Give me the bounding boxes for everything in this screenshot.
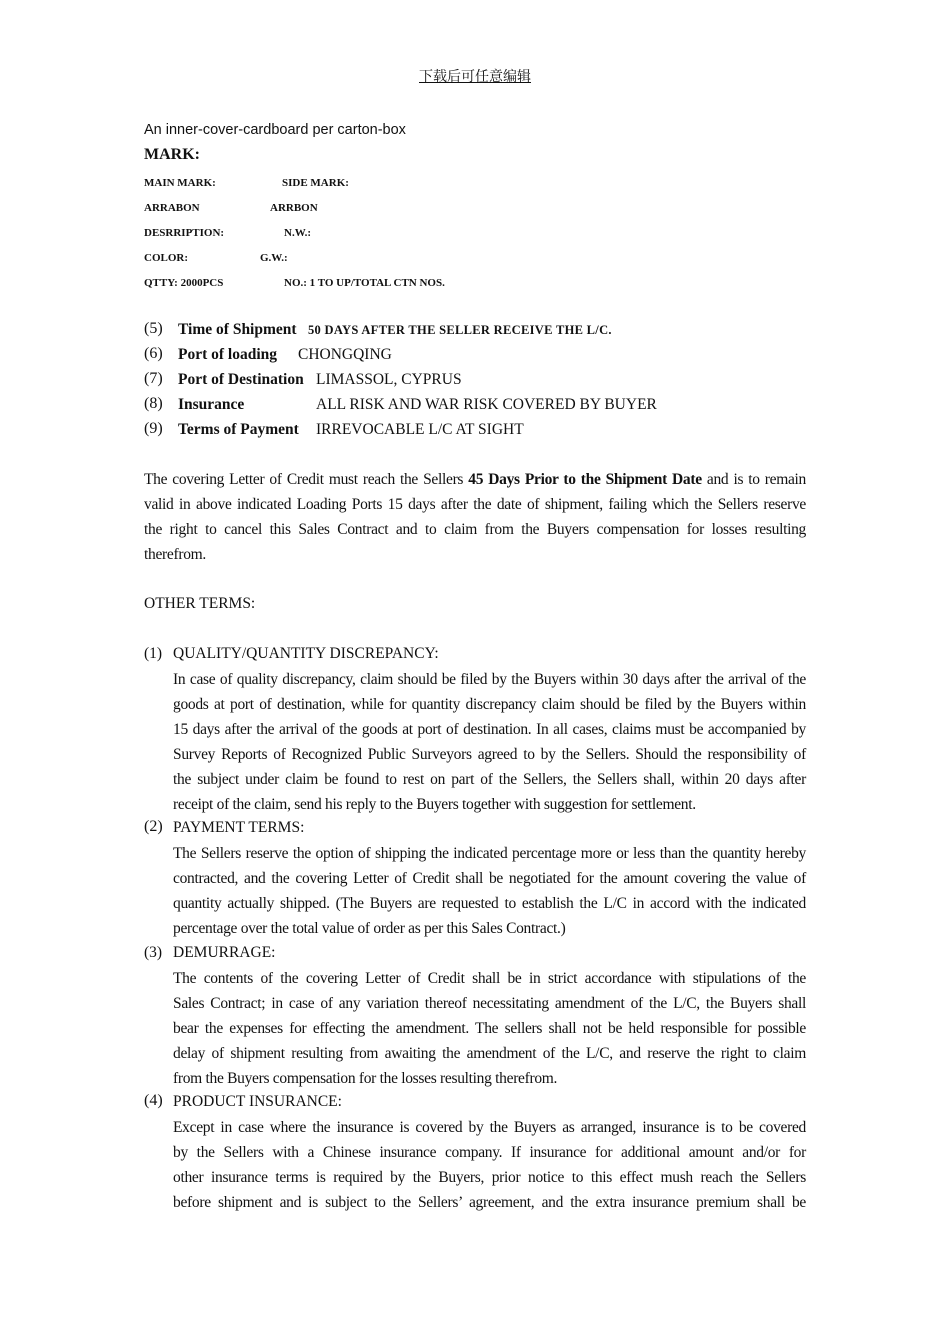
paragraph-line: goods at port of destination, while for quantity discrepancy claim should be filed by the Buyers within [173,696,806,713]
clause-title: QUALITY/QUANTITY DISCREPANCY: [173,645,439,662]
term-label: Insurance [178,396,245,413]
paragraph-line: percentage over the total value of order as per this Sales Contract.) [173,920,566,937]
term-label: Port of loading [178,346,278,363]
mark-row-left: DESRRIPTION: [144,227,225,239]
clause-body [173,841,806,941]
lc-deadline: 45 Days Prior to the Shipment Date [468,471,702,488]
paragraph-line: Survey Reports of Recognized Public Surveyors agreed to by the Sellers. Should the responsibility of [173,746,806,763]
paragraph-line: before shipment and is subject to the Sellers’ agreement, and the extra insurance premium shall be [173,1194,806,1211]
term-number: (9) [144,420,163,437]
paragraph-line: Sales Contract; in case of any variation thereof necessitating amendment of the L/C, the Buyers shall [173,995,806,1012]
paragraph-line: the subject under claim be found to rest on part of the Sellers, the Sellers shall, within 20 days after [173,771,806,788]
clause-title: PAYMENT TERMS: [173,819,305,836]
clause-body [173,1115,806,1215]
paragraph-line: other insurance terms is required by the Buyers, prior notice to this effect mush reach the Sellers [173,1169,806,1186]
term-number: (8) [144,395,163,412]
term-label: Terms of Payment [178,421,299,438]
term-value: LIMASSOL, CYPRUS [316,371,462,388]
clause-number: (3) [144,944,163,961]
paragraph-line: by the Sellers with a Chinese insurance company. If insurance for additional amount and/or for [173,1144,806,1161]
clause-number: (4) [144,1092,163,1109]
header-note: 下载后可任意编辑 [419,68,531,84]
term-value: CHONGQING [298,346,392,363]
mark-row-left: COLOR: [144,252,188,264]
mark-row-right: NO.: 1 TO UP/TOTAL CTN NOS. [284,277,445,289]
paragraph-line: The covering Letter of Credit must reach the Sellers 45 Days Prior to the Shipment Date and is to remain [144,471,807,488]
clause-number: (1) [144,645,163,662]
mark-row-right: G.W.: [260,252,288,264]
clause-title: PRODUCT INSURANCE: [173,1093,342,1110]
paragraph-line: the right to cancel this Sales Contract and to claim from the Buyers compensation for losses resulting [144,521,806,538]
term-label: Port of Destination [178,371,304,388]
paragraph-line: quantity actually shipped. (The Buyers are requested to establish the L/C in accord with the indicated [173,895,806,912]
paragraph-line: Except in case where the insurance is covered by the Buyers as arranged, insurance is to be covered [173,1119,806,1136]
paragraph-line: valid in above indicated Loading Ports 15 days after the date of shipment, failing which the Sellers reserve [144,496,806,513]
paragraph-line: contracted, and the covering Letter of Credit shall be negotiated for the amount covering the value of [173,870,806,887]
paragraph-line: The Sellers reserve the option of shipping the indicated percentage more or less than the quantity hereby [173,845,806,862]
paragraph-line: from the Buyers compensation for the losses resulting therefrom. [173,1070,558,1087]
clause-title: DEMURRAGE: [173,944,276,961]
clause-number: (2) [144,818,163,835]
mark-title: MARK: [144,146,200,163]
clause-body [173,667,806,817]
paragraph-line: delay of shipment resulting from awaiting the amendment of the L/C, and reserve the right to claim [173,1045,806,1062]
term-label: Time of Shipment [178,321,297,338]
paragraph-line: 15 days after the arrival of the goods at port of destination. In all cases, claims must be accompanied by [173,721,806,738]
clause-body [173,966,806,1091]
paragraph-line: The contents of the covering Letter of Credit shall be in strict accordance with stipulations of the [173,970,806,987]
term-number: (5) [144,320,163,337]
term-value: 50 DAYS AFTER THE SELLER RECEIVE THE L/C. [308,323,612,337]
mark-row-left: MAIN MARK: [144,177,216,189]
term-value: ALL RISK AND WAR RISK COVERED BY BUYER [316,396,657,413]
term-number: (6) [144,345,163,362]
mark-row-right: SIDE MARK: [282,177,349,189]
term-value: IRREVOCABLE L/C AT SIGHT [316,421,524,438]
other-terms-title: OTHER TERMS: [144,595,256,612]
mark-row-right: ARRBON [270,202,318,214]
mark-row-left: ARRABON [144,202,200,214]
mark-row-right: N.W.: [284,227,312,239]
paragraph-line: receipt of the claim, send his reply to the Buyers together with suggestion for settlement. [173,796,696,813]
paragraph-line: bear the expenses for effecting the amendment. The sellers shall not be held responsible for possible [173,1020,806,1037]
mark-row-left: QTTY: 2000PCS [144,277,224,289]
paragraph-line: therefrom. [144,546,206,563]
cover-line: An inner-cover-cardboard per carton-box [144,122,406,138]
paragraph-line: In case of quality discrepancy, claim should be filed by the Buyers within 30 days after the arrival of the [173,671,806,688]
term-number: (7) [144,370,163,387]
lc-paragraph [144,467,806,567]
